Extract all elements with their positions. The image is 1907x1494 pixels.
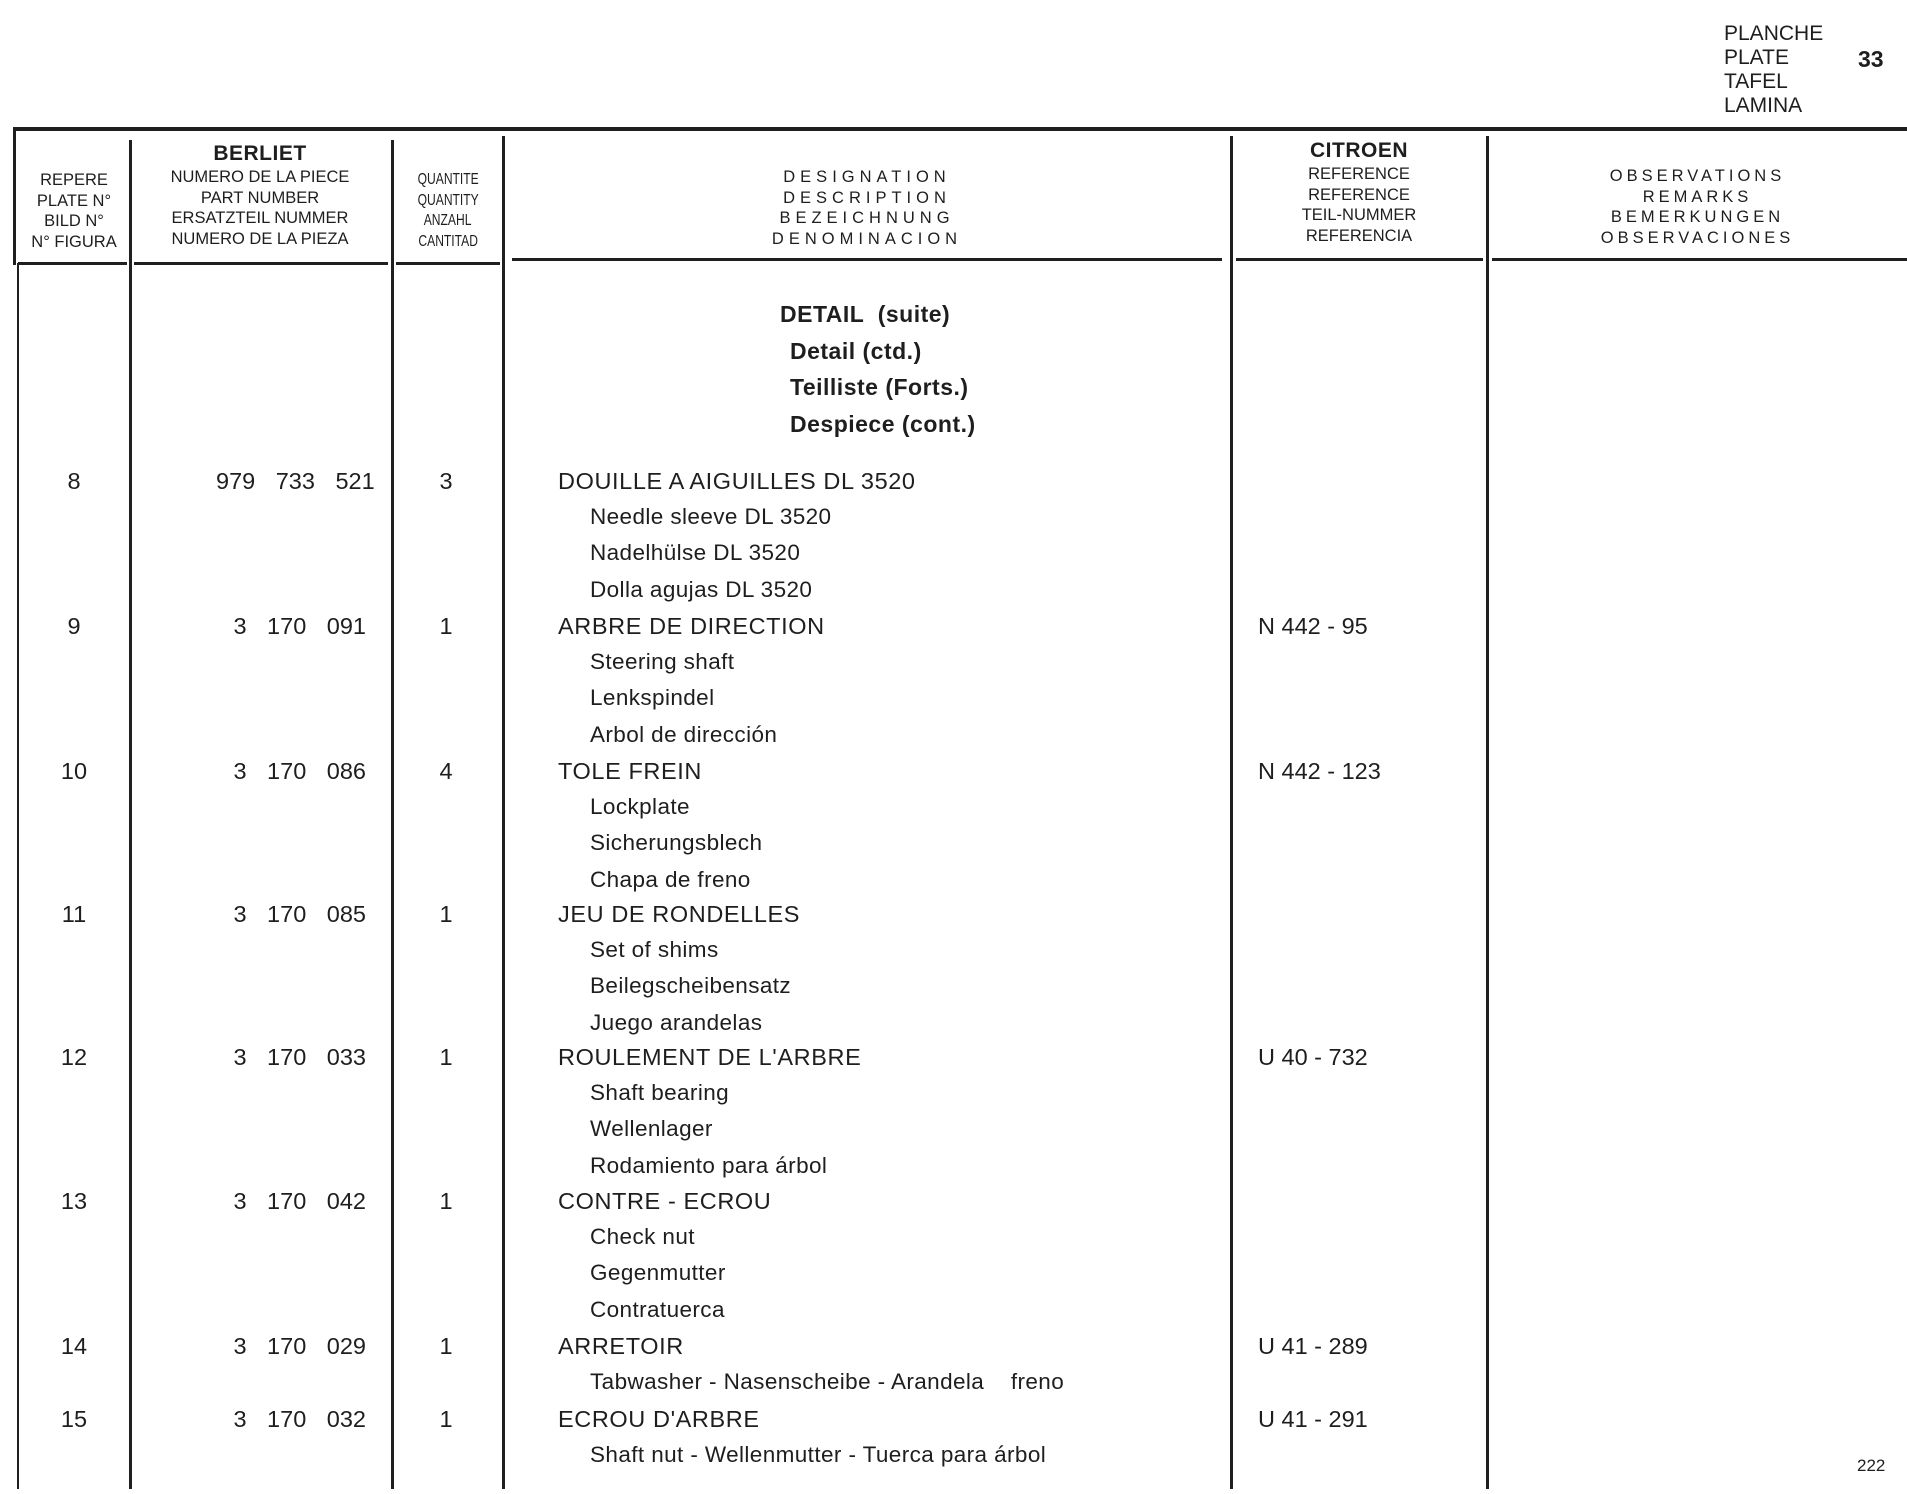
row-translation: Nadelhülse DL 3520	[590, 540, 801, 566]
row-translation: Steering shaft	[590, 649, 735, 675]
header-designation	[512, 167, 1222, 249]
column-rule	[391, 140, 394, 1489]
row-translation: Dolla agujas DL 3520	[590, 576, 813, 602]
row-citroen-reference: U 40 - 732	[1258, 1044, 1368, 1070]
row-translation: Contratuerca	[590, 1296, 725, 1322]
row-part-number: 3 170 032	[233, 1406, 366, 1432]
row-repere: 11	[61, 901, 87, 927]
row-repere: 9	[67, 613, 81, 639]
row-translation: Needle sleeve DL 3520	[590, 504, 832, 530]
header-line: DENOMINACION	[771, 229, 963, 248]
header-quantite	[394, 170, 502, 252]
row-designation: ECROU D'ARBRE	[558, 1406, 760, 1432]
row-repere: 8	[67, 468, 81, 494]
row-quantity: 1	[439, 1333, 453, 1359]
column-rule	[1486, 136, 1489, 1489]
row-translation: Gegenmutter	[590, 1260, 726, 1286]
row-translation: Set of shims	[590, 937, 719, 963]
section-heading	[780, 296, 976, 442]
plate-number: 33	[1858, 46, 1884, 72]
row-quantity: 1	[439, 1044, 453, 1070]
header-line: REMARKS	[1642, 187, 1753, 206]
table-top-rule	[13, 127, 1907, 131]
header-line: PLATE N°	[36, 191, 112, 210]
column-rule	[1230, 136, 1233, 1489]
row-citroen-reference: U 41 - 291	[1258, 1406, 1368, 1432]
header-line: REPERE	[40, 171, 108, 189]
row-translation: Beilegscheibensatz	[590, 973, 792, 999]
header-brand: BERLIET	[213, 142, 307, 165]
column-rule	[13, 130, 16, 265]
header-underline	[1236, 258, 1483, 261]
header-line: NUMERO DE LA PIECE	[170, 168, 350, 186]
column-rule	[129, 140, 132, 1489]
row-designation: JEU DE RONDELLES	[558, 901, 801, 927]
row-translation: Tabwasher - Nasenscheibe - Arandela freno	[590, 1369, 1065, 1395]
row-repere: 12	[60, 1044, 88, 1070]
row-quantity: 4	[439, 758, 453, 784]
row-designation: ARBRE DE DIRECTION	[558, 613, 825, 639]
row-designation: ROULEMENT DE L'ARBRE	[558, 1044, 862, 1070]
header-underline	[396, 262, 500, 265]
row-translation: Sicherungsblech	[590, 830, 763, 856]
header-line: REFERENCIA	[1305, 226, 1413, 245]
header-line: QUANTITY	[417, 191, 479, 209]
row-designation: CONTRE - ECROU	[558, 1188, 772, 1214]
plate-label: PLANCHE	[1724, 22, 1824, 45]
header-line: TEIL-NUMMER	[1301, 206, 1417, 224]
header-line: ANZAHL	[424, 212, 472, 229]
row-part-number: 3 170 029	[233, 1333, 366, 1359]
section-heading-line: DETAIL (suite)	[780, 301, 951, 327]
row-translation: Rodamiento para árbol	[590, 1152, 828, 1178]
header-berliet	[132, 140, 388, 249]
row-translation: Juego arandelas	[590, 1009, 763, 1035]
row-part-number: 979 733 521	[216, 468, 375, 494]
row-translation: Arbol de dirección	[590, 721, 778, 747]
header-line: PART NUMBER	[200, 188, 320, 207]
header-line: DESCRIPTION	[783, 188, 951, 207]
row-part-number: 3 170 086	[233, 758, 366, 784]
row-quantity: 1	[439, 901, 453, 927]
plate-label: PLATE	[1724, 46, 1789, 69]
row-part-number: 3 170 042	[233, 1188, 366, 1214]
header-underline	[1492, 258, 1907, 261]
row-designation: TOLE FREIN	[558, 758, 702, 784]
row-quantity: 3	[439, 468, 453, 494]
row-repere: 10	[60, 758, 88, 784]
header-line: ERSATZTEIL NUMMER	[171, 209, 349, 227]
header-underline	[512, 258, 1222, 261]
row-translation: Wellenlager	[590, 1116, 713, 1142]
row-repere: 14	[60, 1333, 88, 1359]
row-citroen-reference: N 442 - 123	[1258, 758, 1381, 784]
header-line: OBSERVATIONS	[1609, 167, 1786, 185]
row-repere: 13	[60, 1188, 88, 1214]
header-line: NUMERO DE LA PIEZA	[171, 229, 349, 248]
row-translation: Check nut	[590, 1224, 695, 1250]
row-translation: Lockplate	[590, 794, 690, 820]
header-line: BILD N°	[44, 212, 104, 230]
page-number: 222	[1857, 1456, 1886, 1475]
row-designation: DOUILLE A AIGUILLES DL 3520	[558, 468, 916, 494]
row-translation: Shaft bearing	[590, 1080, 730, 1106]
row-citroen-reference: N 442 - 95	[1258, 613, 1368, 639]
row-part-number: 3 170 033	[233, 1044, 366, 1070]
header-brand: CITROEN	[1310, 139, 1408, 162]
header-citroen	[1234, 137, 1484, 246]
row-repere: 15	[60, 1406, 88, 1432]
header-line: OBSERVACIONES	[1600, 228, 1795, 247]
header-line: CANTITAD	[418, 232, 478, 250]
plate-label: TAFEL	[1724, 70, 1788, 93]
header-line: DESIGNATION	[783, 168, 951, 186]
row-part-number: 3 170 091	[233, 613, 366, 639]
header-underline	[18, 262, 127, 265]
header-repere	[20, 170, 128, 252]
row-quantity: 1	[439, 1406, 453, 1432]
row-quantity: 1	[439, 613, 453, 639]
column-rule	[17, 263, 19, 1489]
header-underline	[134, 262, 388, 265]
row-part-number: 3 170 085	[233, 901, 366, 927]
header-line: N° FIGURA	[31, 232, 117, 251]
header-line: REFERENCE	[1308, 185, 1410, 204]
row-designation: ARRETOIR	[558, 1333, 684, 1359]
row-translation: Chapa de freno	[590, 866, 751, 892]
row-quantity: 1	[439, 1188, 453, 1214]
header-line: REFERENCE	[1308, 165, 1410, 183]
row-translation: Shaft nut - Wellenmutter - Tuerca para árbol	[590, 1442, 1047, 1468]
header-line: QUANTITE	[417, 171, 479, 188]
row-translation: Lenkspindel	[590, 685, 715, 711]
header-line: BEMERKUNGEN	[1610, 208, 1785, 226]
section-heading-line: Despiece (cont.)	[790, 410, 976, 437]
row-citroen-reference: U 41 - 289	[1258, 1333, 1368, 1359]
plate-labels	[1724, 22, 1823, 118]
section-heading-line: Teilliste (Forts.)	[790, 374, 969, 400]
header-observations	[1490, 166, 1905, 248]
section-heading-line: Detail (ctd.)	[790, 337, 922, 364]
column-rule	[502, 136, 505, 1489]
plate-label: LAMINA	[1724, 94, 1803, 117]
header-line: BEZEICHNUNG	[779, 209, 955, 227]
